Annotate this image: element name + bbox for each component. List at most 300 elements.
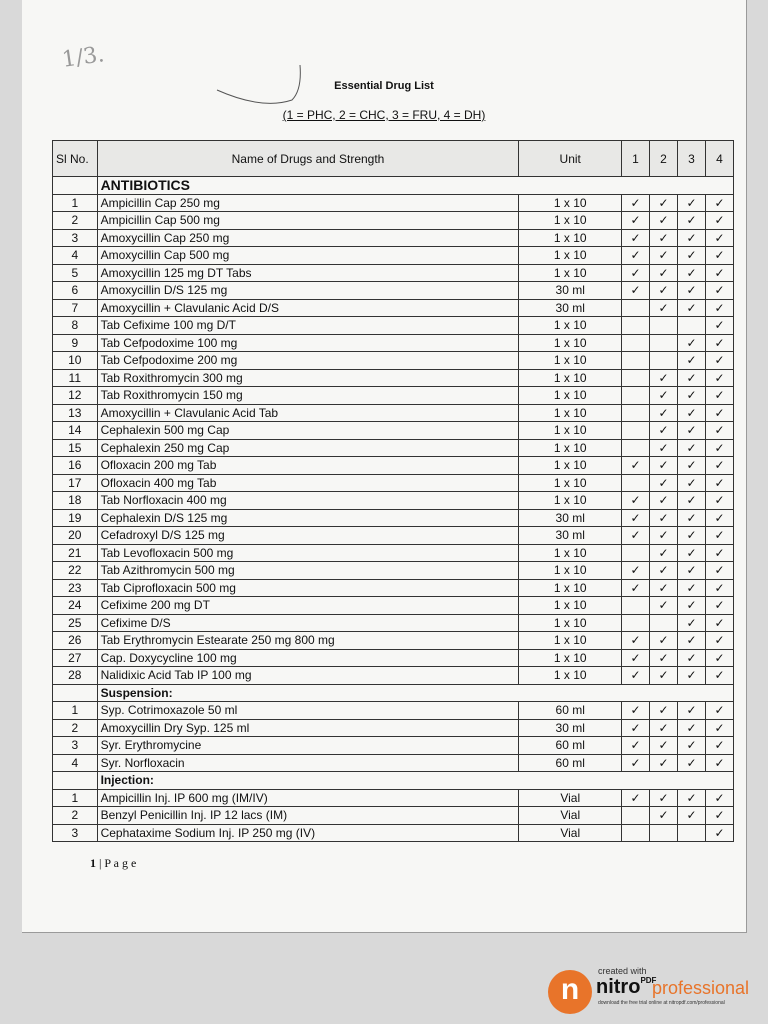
level-4-check bbox=[705, 212, 733, 230]
level-2-check bbox=[650, 229, 678, 247]
check-icon: ✓ bbox=[658, 213, 669, 228]
check-icon: ✓ bbox=[714, 318, 725, 333]
check-icon: ✓ bbox=[630, 703, 641, 718]
check-icon: ✓ bbox=[630, 265, 641, 280]
check-icon: ✓ bbox=[658, 703, 669, 718]
check-icon: ✓ bbox=[630, 563, 641, 578]
check-icon: ✓ bbox=[714, 650, 725, 665]
row-drug-name: Benzyl Penicillin Inj. IP 12 lacs (IM) bbox=[97, 807, 519, 825]
level-3-check bbox=[678, 264, 706, 282]
row-sl-no: 1 bbox=[53, 702, 98, 720]
level-1-check bbox=[622, 317, 650, 335]
level-1-check bbox=[622, 824, 650, 842]
check-icon: ✓ bbox=[714, 475, 725, 490]
row-drug-name: Tab Roxithromycin 300 mg bbox=[97, 369, 519, 387]
check-icon: ✓ bbox=[658, 475, 669, 490]
level-2-check bbox=[650, 562, 678, 580]
check-icon: ✓ bbox=[714, 213, 725, 228]
check-icon: ✓ bbox=[658, 405, 669, 420]
level-3-check bbox=[678, 352, 706, 370]
check-icon: ✓ bbox=[658, 668, 669, 683]
row-sl-no: 18 bbox=[53, 492, 98, 510]
page-label: | P a g e bbox=[99, 856, 137, 870]
row-drug-name: Amoxycillin 125 mg DT Tabs bbox=[97, 264, 519, 282]
header-sl-no: Sl No. bbox=[53, 141, 98, 177]
check-icon: ✓ bbox=[686, 283, 697, 298]
level-3-check bbox=[678, 754, 706, 772]
check-icon: ✓ bbox=[686, 388, 697, 403]
level-3-check bbox=[678, 457, 706, 475]
row-drug-name: Cap. Doxycycline 100 mg bbox=[97, 649, 519, 667]
row-unit: 1 x 10 bbox=[519, 247, 622, 265]
nitro-created-with: created with bbox=[598, 966, 647, 976]
table-row bbox=[53, 387, 734, 405]
level-4-check bbox=[705, 334, 733, 352]
table-row bbox=[53, 299, 734, 317]
level-4-check bbox=[705, 422, 733, 440]
table-row bbox=[53, 369, 734, 387]
check-icon: ✓ bbox=[686, 493, 697, 508]
row-sl-no: 12 bbox=[53, 387, 98, 405]
level-1-check bbox=[622, 789, 650, 807]
document-page bbox=[22, 0, 747, 933]
row-sl-no: 3 bbox=[53, 824, 98, 842]
check-icon: ✓ bbox=[658, 720, 669, 735]
level-3-check bbox=[678, 334, 706, 352]
row-drug-name: Amoxycillin + Clavulanic Acid D/S bbox=[97, 299, 519, 317]
page-number: 1 bbox=[90, 856, 96, 870]
level-4-check bbox=[705, 194, 733, 212]
table-row bbox=[53, 334, 734, 352]
nitro-product: professional bbox=[652, 978, 750, 998]
level-4-check bbox=[705, 369, 733, 387]
table-header-row bbox=[53, 141, 734, 177]
check-icon: ✓ bbox=[714, 388, 725, 403]
level-1-check bbox=[622, 807, 650, 825]
check-icon: ✓ bbox=[714, 510, 725, 525]
level-3-check bbox=[678, 194, 706, 212]
level-4-check bbox=[705, 807, 733, 825]
table-row bbox=[53, 212, 734, 230]
level-4-check bbox=[705, 439, 733, 457]
check-icon: ✓ bbox=[714, 353, 725, 368]
level-3-check bbox=[678, 404, 706, 422]
level-2-check bbox=[650, 439, 678, 457]
row-sl-no: 3 bbox=[53, 229, 98, 247]
row-drug-name: Syr. Norfloxacin bbox=[97, 754, 519, 772]
section-row bbox=[53, 177, 734, 195]
level-1-check bbox=[622, 404, 650, 422]
level-2-check bbox=[650, 299, 678, 317]
level-2-check bbox=[650, 474, 678, 492]
level-2-check bbox=[650, 702, 678, 720]
level-4-check bbox=[705, 229, 733, 247]
level-3-check bbox=[678, 544, 706, 562]
level-4-check bbox=[705, 404, 733, 422]
level-3-check bbox=[678, 824, 706, 842]
check-icon: ✓ bbox=[630, 633, 641, 648]
check-icon: ✓ bbox=[714, 528, 725, 543]
section-sl-cell bbox=[53, 772, 98, 790]
row-drug-name: Amoxycillin D/S 125 mg bbox=[97, 282, 519, 300]
level-2-check bbox=[650, 597, 678, 615]
level-2-check bbox=[650, 264, 678, 282]
section-title: Injection: bbox=[97, 772, 733, 790]
level-4-check bbox=[705, 597, 733, 615]
row-unit: 1 x 10 bbox=[519, 212, 622, 230]
level-1-check bbox=[622, 352, 650, 370]
row-drug-name: Tab Azithromycin 500 mg bbox=[97, 562, 519, 580]
table-row bbox=[53, 264, 734, 282]
level-4-check bbox=[705, 387, 733, 405]
header-level-4: 4 bbox=[705, 141, 733, 177]
row-unit: 30 ml bbox=[519, 282, 622, 300]
level-4-check bbox=[705, 667, 733, 685]
level-4-check bbox=[705, 457, 733, 475]
section-row bbox=[53, 772, 734, 790]
check-icon: ✓ bbox=[686, 440, 697, 455]
check-icon: ✓ bbox=[658, 580, 669, 595]
row-drug-name: Cefadroxyl D/S 125 mg bbox=[97, 527, 519, 545]
level-4-check bbox=[705, 264, 733, 282]
row-unit: 1 x 10 bbox=[519, 334, 622, 352]
check-icon: ✓ bbox=[714, 265, 725, 280]
table-row bbox=[53, 719, 734, 737]
check-icon: ✓ bbox=[714, 703, 725, 718]
nitro-brand-name: nitro bbox=[596, 976, 641, 998]
row-unit: 1 x 10 bbox=[519, 649, 622, 667]
nitro-watermark bbox=[548, 962, 758, 1014]
check-icon: ✓ bbox=[686, 423, 697, 438]
check-icon: ✓ bbox=[714, 755, 725, 770]
row-unit: 1 x 10 bbox=[519, 562, 622, 580]
check-icon: ✓ bbox=[714, 808, 725, 823]
row-sl-no: 14 bbox=[53, 422, 98, 440]
check-icon: ✓ bbox=[714, 195, 725, 210]
level-2-check bbox=[650, 824, 678, 842]
row-unit: Vial bbox=[519, 807, 622, 825]
row-unit: 1 x 10 bbox=[519, 632, 622, 650]
level-3-check bbox=[678, 317, 706, 335]
row-drug-name: Tab Cefpodoxime 100 mg bbox=[97, 334, 519, 352]
level-1-check bbox=[622, 422, 650, 440]
level-4-check bbox=[705, 719, 733, 737]
row-sl-no: 1 bbox=[53, 789, 98, 807]
check-icon: ✓ bbox=[686, 755, 697, 770]
level-3-check bbox=[678, 422, 706, 440]
table-row bbox=[53, 474, 734, 492]
level-1-check bbox=[622, 194, 650, 212]
row-drug-name: Tab Roxithromycin 150 mg bbox=[97, 387, 519, 405]
level-3-check bbox=[678, 369, 706, 387]
table-row bbox=[53, 737, 734, 755]
level-1-check bbox=[622, 474, 650, 492]
table-row bbox=[53, 579, 734, 597]
section-sl-cell bbox=[53, 177, 98, 195]
table-row bbox=[53, 229, 734, 247]
level-1-check bbox=[622, 597, 650, 615]
table-row bbox=[53, 282, 734, 300]
row-unit: 1 x 10 bbox=[519, 194, 622, 212]
level-2-check bbox=[650, 719, 678, 737]
level-2-check bbox=[650, 754, 678, 772]
row-sl-no: 22 bbox=[53, 562, 98, 580]
check-icon: ✓ bbox=[658, 493, 669, 508]
row-drug-name: Cephalexin D/S 125 mg bbox=[97, 509, 519, 527]
row-sl-no: 26 bbox=[53, 632, 98, 650]
level-2-check bbox=[650, 509, 678, 527]
check-icon: ✓ bbox=[658, 738, 669, 753]
check-icon: ✓ bbox=[714, 738, 725, 753]
level-3-check bbox=[678, 492, 706, 510]
row-sl-no: 24 bbox=[53, 597, 98, 615]
row-drug-name: Syr. Erythromycine bbox=[97, 737, 519, 755]
table-row bbox=[53, 247, 734, 265]
row-sl-no: 27 bbox=[53, 649, 98, 667]
row-drug-name: Cefixime 200 mg DT bbox=[97, 597, 519, 615]
table-row bbox=[53, 194, 734, 212]
row-unit: 60 ml bbox=[519, 754, 622, 772]
nitro-brand-sup: PDF bbox=[640, 976, 657, 985]
level-3-check bbox=[678, 509, 706, 527]
row-drug-name: Tab Levofloxacin 500 mg bbox=[97, 544, 519, 562]
row-unit: 1 x 10 bbox=[519, 229, 622, 247]
section-title: ANTIBIOTICS bbox=[97, 177, 733, 195]
row-unit: Vial bbox=[519, 824, 622, 842]
row-unit: 60 ml bbox=[519, 737, 622, 755]
check-icon: ✓ bbox=[630, 493, 641, 508]
check-icon: ✓ bbox=[686, 458, 697, 473]
level-1-check bbox=[622, 719, 650, 737]
level-4-check bbox=[705, 492, 733, 510]
table-row bbox=[53, 439, 734, 457]
check-icon: ✓ bbox=[658, 808, 669, 823]
level-3-check bbox=[678, 212, 706, 230]
table-row bbox=[53, 352, 734, 370]
check-icon: ✓ bbox=[630, 650, 641, 665]
row-unit: 1 x 10 bbox=[519, 667, 622, 685]
row-sl-no: 17 bbox=[53, 474, 98, 492]
level-4-check bbox=[705, 352, 733, 370]
table-row bbox=[53, 422, 734, 440]
level-1-check bbox=[622, 509, 650, 527]
level-2-check bbox=[650, 544, 678, 562]
level-2-check bbox=[650, 247, 678, 265]
check-icon: ✓ bbox=[714, 633, 725, 648]
level-3-check bbox=[678, 789, 706, 807]
level-1-check bbox=[622, 667, 650, 685]
level-1-check bbox=[622, 282, 650, 300]
level-4-check bbox=[705, 649, 733, 667]
table-row bbox=[53, 824, 734, 842]
level-4-check bbox=[705, 509, 733, 527]
level-4-check bbox=[705, 562, 733, 580]
row-drug-name: Tab Norfloxacin 400 mg bbox=[97, 492, 519, 510]
row-drug-name: Amoxycillin Cap 250 mg bbox=[97, 229, 519, 247]
table-row bbox=[53, 649, 734, 667]
check-icon: ✓ bbox=[686, 265, 697, 280]
check-icon: ✓ bbox=[714, 300, 725, 315]
check-icon: ✓ bbox=[686, 720, 697, 735]
check-icon: ✓ bbox=[658, 300, 669, 315]
check-icon: ✓ bbox=[658, 650, 669, 665]
check-icon: ✓ bbox=[686, 405, 697, 420]
level-1-check bbox=[622, 299, 650, 317]
level-4-check bbox=[705, 544, 733, 562]
check-icon: ✓ bbox=[714, 545, 725, 560]
level-3-check bbox=[678, 387, 706, 405]
check-icon: ✓ bbox=[714, 598, 725, 613]
check-icon: ✓ bbox=[630, 738, 641, 753]
check-icon: ✓ bbox=[714, 283, 725, 298]
check-icon: ✓ bbox=[658, 510, 669, 525]
level-1-check bbox=[622, 247, 650, 265]
level-1-check bbox=[622, 212, 650, 230]
row-drug-name: Tab Cefpodoxime 200 mg bbox=[97, 352, 519, 370]
check-icon: ✓ bbox=[630, 230, 641, 245]
table-row bbox=[53, 754, 734, 772]
level-2-check bbox=[650, 194, 678, 212]
check-icon: ✓ bbox=[686, 808, 697, 823]
check-icon: ✓ bbox=[658, 388, 669, 403]
level-1-check bbox=[622, 702, 650, 720]
row-unit: 1 x 10 bbox=[519, 492, 622, 510]
section-row bbox=[53, 684, 734, 702]
level-2-check bbox=[650, 632, 678, 650]
check-icon: ✓ bbox=[630, 248, 641, 263]
check-icon: ✓ bbox=[686, 213, 697, 228]
row-sl-no: 11 bbox=[53, 369, 98, 387]
row-unit: 30 ml bbox=[519, 509, 622, 527]
row-unit: 1 x 10 bbox=[519, 404, 622, 422]
row-drug-name: Amoxycillin Cap 500 mg bbox=[97, 247, 519, 265]
check-icon: ✓ bbox=[714, 230, 725, 245]
row-drug-name: Cephalexin 250 mg Cap bbox=[97, 439, 519, 457]
check-icon: ✓ bbox=[686, 475, 697, 490]
row-unit: 1 x 10 bbox=[519, 352, 622, 370]
level-4-check bbox=[705, 247, 733, 265]
table-body bbox=[53, 177, 734, 842]
check-icon: ✓ bbox=[658, 563, 669, 578]
check-icon: ✓ bbox=[714, 825, 725, 840]
header-level-1: 1 bbox=[622, 141, 650, 177]
level-4-check bbox=[705, 737, 733, 755]
table-row bbox=[53, 457, 734, 475]
table-row bbox=[53, 544, 734, 562]
table-row bbox=[53, 667, 734, 685]
row-drug-name: Tab Ciprofloxacin 500 mg bbox=[97, 579, 519, 597]
check-icon: ✓ bbox=[686, 790, 697, 805]
level-1-check bbox=[622, 632, 650, 650]
table-row bbox=[53, 614, 734, 632]
row-sl-no: 2 bbox=[53, 719, 98, 737]
level-4-check bbox=[705, 527, 733, 545]
level-4-check bbox=[705, 474, 733, 492]
level-1-check bbox=[622, 439, 650, 457]
level-2-check bbox=[650, 789, 678, 807]
row-drug-name: Cephalexin 500 mg Cap bbox=[97, 422, 519, 440]
level-2-check bbox=[650, 579, 678, 597]
level-1-check bbox=[622, 387, 650, 405]
check-icon: ✓ bbox=[658, 528, 669, 543]
row-sl-no: 21 bbox=[53, 544, 98, 562]
level-3-check bbox=[678, 632, 706, 650]
level-2-check bbox=[650, 527, 678, 545]
row-sl-no: 4 bbox=[53, 247, 98, 265]
level-3-check bbox=[678, 229, 706, 247]
row-sl-no: 16 bbox=[53, 457, 98, 475]
table-row bbox=[53, 562, 734, 580]
check-icon: ✓ bbox=[686, 370, 697, 385]
row-unit: 1 x 10 bbox=[519, 474, 622, 492]
level-3-check bbox=[678, 439, 706, 457]
table-row bbox=[53, 597, 734, 615]
table-row bbox=[53, 509, 734, 527]
check-icon: ✓ bbox=[658, 598, 669, 613]
level-3-check bbox=[678, 719, 706, 737]
row-drug-name: Ampicillin Cap 250 mg bbox=[97, 194, 519, 212]
level-4-check bbox=[705, 824, 733, 842]
level-2-check bbox=[650, 457, 678, 475]
level-3-check bbox=[678, 649, 706, 667]
level-2-check bbox=[650, 807, 678, 825]
table-row bbox=[53, 789, 734, 807]
header-level-2: 2 bbox=[650, 141, 678, 177]
row-drug-name: Amoxycillin + Clavulanic Acid Tab bbox=[97, 404, 519, 422]
check-icon: ✓ bbox=[658, 370, 669, 385]
check-icon: ✓ bbox=[686, 738, 697, 753]
section-title: Suspension: bbox=[97, 684, 733, 702]
check-icon: ✓ bbox=[714, 405, 725, 420]
table-row bbox=[53, 492, 734, 510]
row-drug-name: Cefixime D/S bbox=[97, 614, 519, 632]
row-sl-no: 9 bbox=[53, 334, 98, 352]
row-unit: 1 x 10 bbox=[519, 317, 622, 335]
row-sl-no: 20 bbox=[53, 527, 98, 545]
row-drug-name: Ampicillin Inj. IP 600 mg (IM/IV) bbox=[97, 789, 519, 807]
row-sl-no: 3 bbox=[53, 737, 98, 755]
row-drug-name: Tab Erythromycin Estearate 250 mg 800 mg bbox=[97, 632, 519, 650]
level-4-check bbox=[705, 702, 733, 720]
scan-mark: 1/3. bbox=[60, 42, 106, 73]
table-row bbox=[53, 632, 734, 650]
check-icon: ✓ bbox=[714, 580, 725, 595]
nitro-logo-icon: n bbox=[548, 970, 592, 1014]
row-drug-name: Ofloxacin 200 mg Tab bbox=[97, 457, 519, 475]
level-3-check bbox=[678, 562, 706, 580]
check-icon: ✓ bbox=[630, 283, 641, 298]
level-1-check bbox=[622, 562, 650, 580]
row-sl-no: 5 bbox=[53, 264, 98, 282]
check-icon: ✓ bbox=[686, 335, 697, 350]
check-icon: ✓ bbox=[686, 615, 697, 630]
level-2-check bbox=[650, 369, 678, 387]
row-sl-no: 19 bbox=[53, 509, 98, 527]
section-sl-cell bbox=[53, 684, 98, 702]
level-2-check bbox=[650, 352, 678, 370]
header-level-3: 3 bbox=[678, 141, 706, 177]
level-2-check bbox=[650, 737, 678, 755]
table-row bbox=[53, 317, 734, 335]
check-icon: ✓ bbox=[658, 440, 669, 455]
check-icon: ✓ bbox=[714, 248, 725, 263]
check-icon: ✓ bbox=[714, 335, 725, 350]
row-sl-no: 23 bbox=[53, 579, 98, 597]
check-icon: ✓ bbox=[658, 248, 669, 263]
level-1-check bbox=[622, 754, 650, 772]
check-icon: ✓ bbox=[686, 248, 697, 263]
level-4-check bbox=[705, 299, 733, 317]
